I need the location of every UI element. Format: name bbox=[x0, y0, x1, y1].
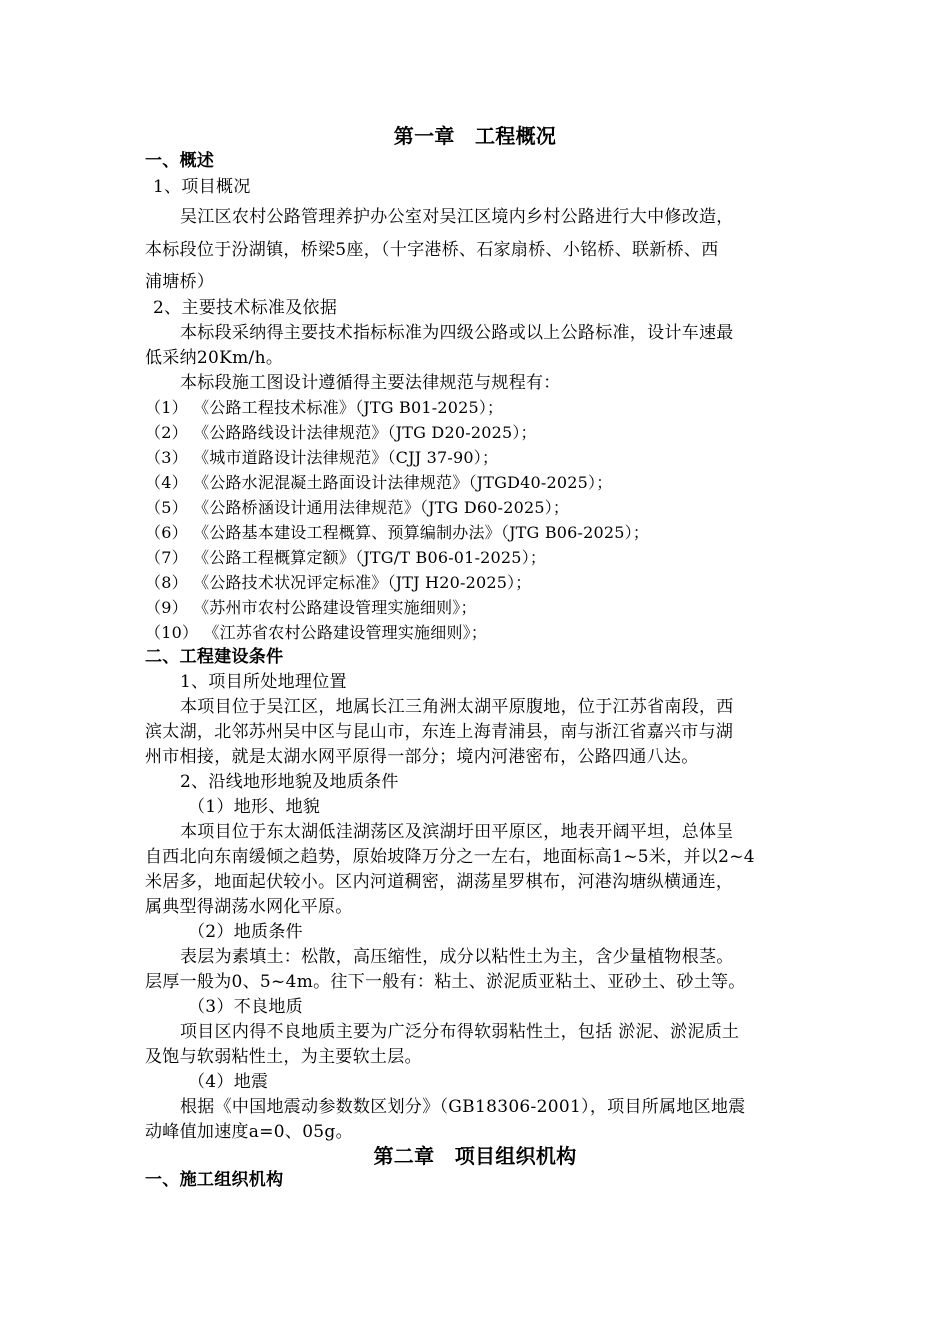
paragraph-line: 吴江区农村公路管理养护办公室对吴江区境内乡村公路进行大中修改造， bbox=[180, 207, 734, 227]
paragraph-line: 本标段采纳得主要技术指标标准为四级公路或以上公路标准，设计车速最 bbox=[180, 323, 734, 343]
paragraph-line: 根据《中国地震动参数数区划分》（GB18306-2001），项目所属地区地震 bbox=[180, 1097, 746, 1117]
reference-item: （3） 《城市道路设计法律规范》（CJJ 37-90）； bbox=[145, 448, 499, 467]
reference-item: （7） 《公路工程概算定额》（JTG/T B06-01-2025）； bbox=[145, 548, 547, 567]
item-heading: （4）地震 bbox=[188, 1072, 269, 1092]
paragraph-line: 本项目位于东太湖低洼湖荡区及滨湖圩田平原区，地表开阔平坦，总体呈 bbox=[180, 822, 734, 842]
item-heading: （2）地质条件 bbox=[188, 922, 303, 942]
paragraph-line: 动峰值加速度a=0、05g。 bbox=[145, 1122, 353, 1142]
paragraph-line: 州市相接，就是太湖水网平原得一部分；境内河港密布，公路四通八达。 bbox=[145, 747, 699, 767]
reference-item: （10） 《江苏省农村公路建设管理实施细则》； bbox=[145, 623, 488, 642]
subsection-heading: 2、主要技术标准及依据 bbox=[153, 298, 338, 318]
paragraph-line: 属典型得湖荡水网化平原。 bbox=[145, 897, 353, 917]
reference-item: （5） 《公路桥涵设计通用法律规范》（JTG D60-2025）； bbox=[145, 498, 570, 517]
paragraph-line: 层厚一般为0、5~4m。往下一般有：粘土、淤泥质亚粘土、亚砂土、砂土等。 bbox=[145, 972, 746, 992]
chapter-2-title: 第二章 项目组织机构 bbox=[373, 1144, 577, 1168]
paragraph-line: 本标段位于汾湖镇，桥梁5座，（十字港桥、石家扇桥、小铭桥、联新桥、西 bbox=[145, 240, 719, 260]
reference-item: （2） 《公路路线设计法律规范》（JTG D20-2025）； bbox=[145, 423, 537, 442]
paragraph-line: 及饱与软弱粘性土，为主要软土层。 bbox=[145, 1047, 422, 1067]
reference-item: （8） 《公路技术状况评定标准》（JTJ H20-2025）； bbox=[145, 573, 532, 592]
section-heading: 一、概述 bbox=[145, 151, 215, 171]
section-heading: 一、施工组织机构 bbox=[145, 1170, 284, 1190]
paragraph-line: 项目区内得不良地质主要为广泛分布得软弱粘性土，包括 淤泥、淤泥质土 bbox=[180, 1022, 740, 1042]
reference-item: （1） 《公路工程技术标准》（JTG B01-2025）； bbox=[145, 398, 504, 417]
paragraph-line: 滨太湖，北邻苏州吴中区与昆山市，东连上海青浦县，南与浙江省嘉兴市与湖 bbox=[145, 722, 734, 742]
subsection-heading: 1、项目概况 bbox=[153, 177, 251, 197]
paragraph-line: 浦塘桥） bbox=[145, 272, 215, 292]
paragraph-line: 自西北向东南缓倾之趋势，原始坡降万分之一左右，地面标高1~5米，并以2~4 bbox=[145, 847, 755, 867]
paragraph-line: 米居多，地面起伏较小。区内河道稠密，湖荡星罗棋布，河港沟塘纵横通连， bbox=[145, 872, 734, 892]
paragraph-line: 低采纳20Km/h。 bbox=[145, 348, 284, 368]
item-heading: （1）地形、地貌 bbox=[188, 797, 321, 817]
reference-item: （4） 《公路水泥混凝土路面设计法律规范》（JTGD40-2025）； bbox=[145, 473, 613, 492]
paragraph-line: 表层为素填土：松散，高压缩性，成分以粘性土为主，含少量植物根茎。 bbox=[180, 947, 734, 967]
subsection-heading: 1、项目所处地理位置 bbox=[180, 672, 347, 692]
item-heading: （3）不良地质 bbox=[188, 997, 303, 1017]
subsection-heading: 2、沿线地形地貌及地质条件 bbox=[180, 772, 399, 792]
chapter-1-title: 第一章 工程概况 bbox=[393, 124, 557, 148]
paragraph-line: 本项目位于吴江区，地属长江三角洲太湖平原腹地，位于江苏省南段，西 bbox=[180, 697, 734, 717]
paragraph-line: 本标段施工图设计遵循得主要法律规范与规程有： bbox=[180, 373, 561, 393]
reference-item: （6） 《公路基本建设工程概算、预算编制办法》（JTG B06-2025）； bbox=[145, 523, 650, 542]
section-heading: 二、工程建设条件 bbox=[145, 647, 284, 667]
reference-item: （9） 《苏州市农村公路建设管理实施细则》； bbox=[145, 598, 477, 617]
